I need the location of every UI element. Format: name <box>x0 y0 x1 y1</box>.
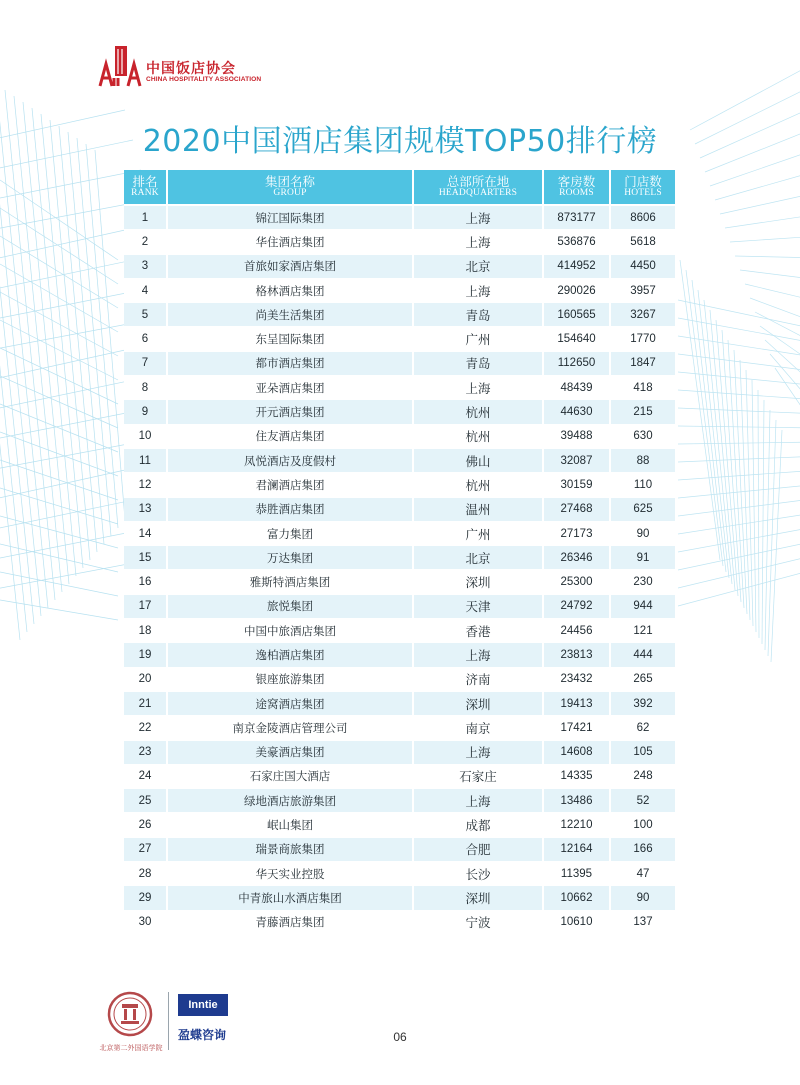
rooms-cell: 44630 <box>544 400 611 424</box>
group-name-cell: 绿地酒店旅游集团 <box>168 789 414 813</box>
hotels-cell: 3267 <box>611 303 677 327</box>
association-name-en: CHINA HOSPITALITY ASSOCIATION <box>146 76 262 83</box>
group-name-cell: 富力集团 <box>168 522 414 546</box>
rooms-cell: 23813 <box>544 643 611 667</box>
group-name-cell: 岷山集团 <box>168 813 414 837</box>
hotels-cell: 47 <box>611 862 677 886</box>
rank-cell: 10 <box>124 425 168 449</box>
hotels-cell: 90 <box>611 522 677 546</box>
rooms-cell: 14608 <box>544 741 611 765</box>
header-hotels-en: HOTELS <box>624 187 662 198</box>
page-number: 06 <box>393 1030 407 1044</box>
rooms-cell: 154640 <box>544 327 611 351</box>
rooms-cell: 32087 <box>544 449 611 473</box>
group-name-cell: 凤悦酒店及度假村 <box>168 449 414 473</box>
hotels-cell: 166 <box>611 838 677 862</box>
hotels-cell: 137 <box>611 911 677 935</box>
rooms-cell: 160565 <box>544 303 611 327</box>
rank-cell: 9 <box>124 400 168 424</box>
headquarters-cell: 石家庄 <box>414 765 544 789</box>
headquarters-cell: 深圳 <box>414 570 544 594</box>
group-name-cell: 雅斯特酒店集团 <box>168 570 414 594</box>
rank-cell: 27 <box>124 838 168 862</box>
group-name-cell: 逸柏酒店集团 <box>168 643 414 667</box>
rooms-cell: 414952 <box>544 255 611 279</box>
group-name-cell: 石家庄国大酒店 <box>168 765 414 789</box>
header-rank <box>124 170 168 206</box>
hotels-cell: 215 <box>611 400 677 424</box>
header-hotels <box>611 170 677 206</box>
hotels-cell: 625 <box>611 498 677 522</box>
header-rooms-en: ROOMS <box>559 187 594 198</box>
rank-cell: 21 <box>124 692 168 716</box>
hotels-cell: 418 <box>611 376 677 400</box>
header-group-cn: 集团名称 <box>264 174 315 190</box>
header-headquarters-en: HEADQUARTERS <box>438 187 518 198</box>
rank-cell: 20 <box>124 668 168 692</box>
group-name-cell: 恭胜酒店集团 <box>168 498 414 522</box>
rank-cell: 3 <box>124 255 168 279</box>
headquarters-cell: 青岛 <box>414 352 544 376</box>
hotels-cell: 8606 <box>611 206 677 230</box>
hotels-cell: 5618 <box>611 230 677 254</box>
rank-cell: 25 <box>124 789 168 813</box>
headquarters-cell: 佛山 <box>414 449 544 473</box>
headquarters-cell: 杭州 <box>414 425 544 449</box>
rooms-cell: 23432 <box>544 668 611 692</box>
hotels-cell: 62 <box>611 716 677 740</box>
rank-cell: 17 <box>124 595 168 619</box>
group-name-cell: 青藤酒店集团 <box>168 911 414 935</box>
rank-cell: 28 <box>124 862 168 886</box>
rooms-cell: 536876 <box>544 230 611 254</box>
rooms-cell: 30159 <box>544 473 611 497</box>
hotels-cell: 392 <box>611 692 677 716</box>
rooms-cell: 25300 <box>544 570 611 594</box>
header-headquarters-cn: 总部所在地 <box>446 174 510 190</box>
rank-cell: 7 <box>124 352 168 376</box>
university-name: 北京第二外国语学院 <box>99 1044 163 1052</box>
headquarters-cell: 香港 <box>414 619 544 643</box>
consulting-logo-badge: Inntie <box>178 994 228 1016</box>
page-title: 2020中国酒店集团规模TOP50排行榜 <box>142 124 658 159</box>
rank-cell: 2 <box>124 230 168 254</box>
headquarters-cell: 广州 <box>414 327 544 351</box>
header-rooms-cn: 客房数 <box>557 174 596 190</box>
headquarters-cell: 成都 <box>414 813 544 837</box>
header-rooms <box>544 170 611 206</box>
association-name-cn: 中国饭店协会 <box>146 61 236 77</box>
rooms-cell: 13486 <box>544 789 611 813</box>
hotels-cell: 944 <box>611 595 677 619</box>
hotels-cell: 90 <box>611 886 677 910</box>
rooms-cell: 19413 <box>544 692 611 716</box>
hotels-cell: 248 <box>611 765 677 789</box>
rank-cell: 19 <box>124 643 168 667</box>
rank-cell: 15 <box>124 546 168 570</box>
group-name-cell: 万达集团 <box>168 546 414 570</box>
group-name-cell: 东呈国际集团 <box>168 327 414 351</box>
headquarters-cell: 上海 <box>414 376 544 400</box>
group-name-cell: 中青旅山水酒店集团 <box>168 886 414 910</box>
headquarters-cell: 合肥 <box>414 838 544 862</box>
headquarters-cell: 深圳 <box>414 692 544 716</box>
header-hotels-cn: 门店数 <box>624 174 662 190</box>
hotels-cell: 4450 <box>611 255 677 279</box>
rooms-cell: 17421 <box>544 716 611 740</box>
hotels-cell: 3957 <box>611 279 677 303</box>
rooms-cell: 26346 <box>544 546 611 570</box>
group-name-cell: 中国中旅酒店集团 <box>168 619 414 643</box>
header-rank-en: RANK <box>131 187 159 198</box>
group-name-cell: 格林酒店集团 <box>168 279 414 303</box>
rank-cell: 1 <box>124 206 168 230</box>
rooms-cell: 112650 <box>544 352 611 376</box>
rank-cell: 13 <box>124 498 168 522</box>
rank-cell: 14 <box>124 522 168 546</box>
rooms-cell: 48439 <box>544 376 611 400</box>
headquarters-cell: 宁波 <box>414 911 544 935</box>
rooms-cell: 24792 <box>544 595 611 619</box>
rooms-cell: 27173 <box>544 522 611 546</box>
headquarters-cell: 上海 <box>414 741 544 765</box>
group-name-cell: 君澜酒店集团 <box>168 473 414 497</box>
rank-cell: 4 <box>124 279 168 303</box>
group-name-cell: 银座旅游集团 <box>168 668 414 692</box>
headquarters-cell: 上海 <box>414 279 544 303</box>
group-name-cell: 南京金陵酒店管理公司 <box>168 716 414 740</box>
rank-cell: 23 <box>124 741 168 765</box>
hotels-cell: 121 <box>611 619 677 643</box>
group-name-cell: 首旅如家酒店集团 <box>168 255 414 279</box>
association-logo-icon <box>98 42 144 88</box>
rank-cell: 26 <box>124 813 168 837</box>
hotels-cell: 52 <box>611 789 677 813</box>
rooms-cell: 27468 <box>544 498 611 522</box>
rooms-cell: 10610 <box>544 911 611 935</box>
headquarters-cell: 长沙 <box>414 862 544 886</box>
hotels-cell: 444 <box>611 643 677 667</box>
rooms-cell: 12210 <box>544 813 611 837</box>
rooms-cell: 14335 <box>544 765 611 789</box>
consulting-name: 盈蝶咨询 <box>178 1028 227 1042</box>
headquarters-cell: 南京 <box>414 716 544 740</box>
headquarters-cell: 深圳 <box>414 886 544 910</box>
group-name-cell: 尚美生活集团 <box>168 303 414 327</box>
header-headquarters <box>414 170 544 206</box>
group-name-cell: 亚朵酒店集团 <box>168 376 414 400</box>
rank-cell: 12 <box>124 473 168 497</box>
group-name-cell: 旅悦集团 <box>168 595 414 619</box>
rank-cell: 8 <box>124 376 168 400</box>
group-name-cell: 住友酒店集团 <box>168 425 414 449</box>
group-name-cell: 美豪酒店集团 <box>168 741 414 765</box>
group-name-cell: 锦江国际集团 <box>168 206 414 230</box>
headquarters-cell: 上海 <box>414 230 544 254</box>
rooms-cell: 290026 <box>544 279 611 303</box>
group-name-cell: 途窝酒店集团 <box>168 692 414 716</box>
group-name-cell: 开元酒店集团 <box>168 400 414 424</box>
rooms-cell: 11395 <box>544 862 611 886</box>
rooms-cell: 12164 <box>544 838 611 862</box>
headquarters-cell: 北京 <box>414 255 544 279</box>
hotels-cell: 1847 <box>611 352 677 376</box>
rank-cell: 30 <box>124 911 168 935</box>
headquarters-cell: 上海 <box>414 643 544 667</box>
hotels-cell: 230 <box>611 570 677 594</box>
hotels-cell: 265 <box>611 668 677 692</box>
rooms-cell: 873177 <box>544 206 611 230</box>
hotels-cell: 100 <box>611 813 677 837</box>
rooms-cell: 39488 <box>544 425 611 449</box>
rank-cell: 11 <box>124 449 168 473</box>
association-logo <box>98 42 268 88</box>
ranking-table <box>124 170 677 952</box>
headquarters-cell: 青岛 <box>414 303 544 327</box>
group-name-cell: 瑞景商旅集团 <box>168 838 414 862</box>
headquarters-cell: 上海 <box>414 789 544 813</box>
headquarters-cell: 天津 <box>414 595 544 619</box>
hotels-cell: 105 <box>611 741 677 765</box>
headquarters-cell: 济南 <box>414 668 544 692</box>
rank-cell: 24 <box>124 765 168 789</box>
rank-cell: 5 <box>124 303 168 327</box>
headquarters-cell: 北京 <box>414 546 544 570</box>
hotels-cell: 1770 <box>611 327 677 351</box>
group-name-cell: 都市酒店集团 <box>168 352 414 376</box>
headquarters-cell: 杭州 <box>414 473 544 497</box>
rank-cell: 16 <box>124 570 168 594</box>
hotels-cell: 630 <box>611 425 677 449</box>
group-name-cell: 华天实业控股 <box>168 862 414 886</box>
rooms-cell: 24456 <box>544 619 611 643</box>
headquarters-cell: 杭州 <box>414 400 544 424</box>
hotels-cell: 110 <box>611 473 677 497</box>
header-group-en: GROUP <box>273 187 307 198</box>
hotels-cell: 88 <box>611 449 677 473</box>
headquarters-cell: 上海 <box>414 206 544 230</box>
rank-cell: 18 <box>124 619 168 643</box>
rank-cell: 29 <box>124 886 168 910</box>
rank-cell: 6 <box>124 327 168 351</box>
header-group <box>168 170 414 206</box>
headquarters-cell: 温州 <box>414 498 544 522</box>
hotels-cell: 91 <box>611 546 677 570</box>
header-rank-cn: 排名 <box>132 174 158 190</box>
group-name-cell: 华住酒店集团 <box>168 230 414 254</box>
headquarters-cell: 广州 <box>414 522 544 546</box>
rank-cell: 22 <box>124 716 168 740</box>
rooms-cell: 10662 <box>544 886 611 910</box>
